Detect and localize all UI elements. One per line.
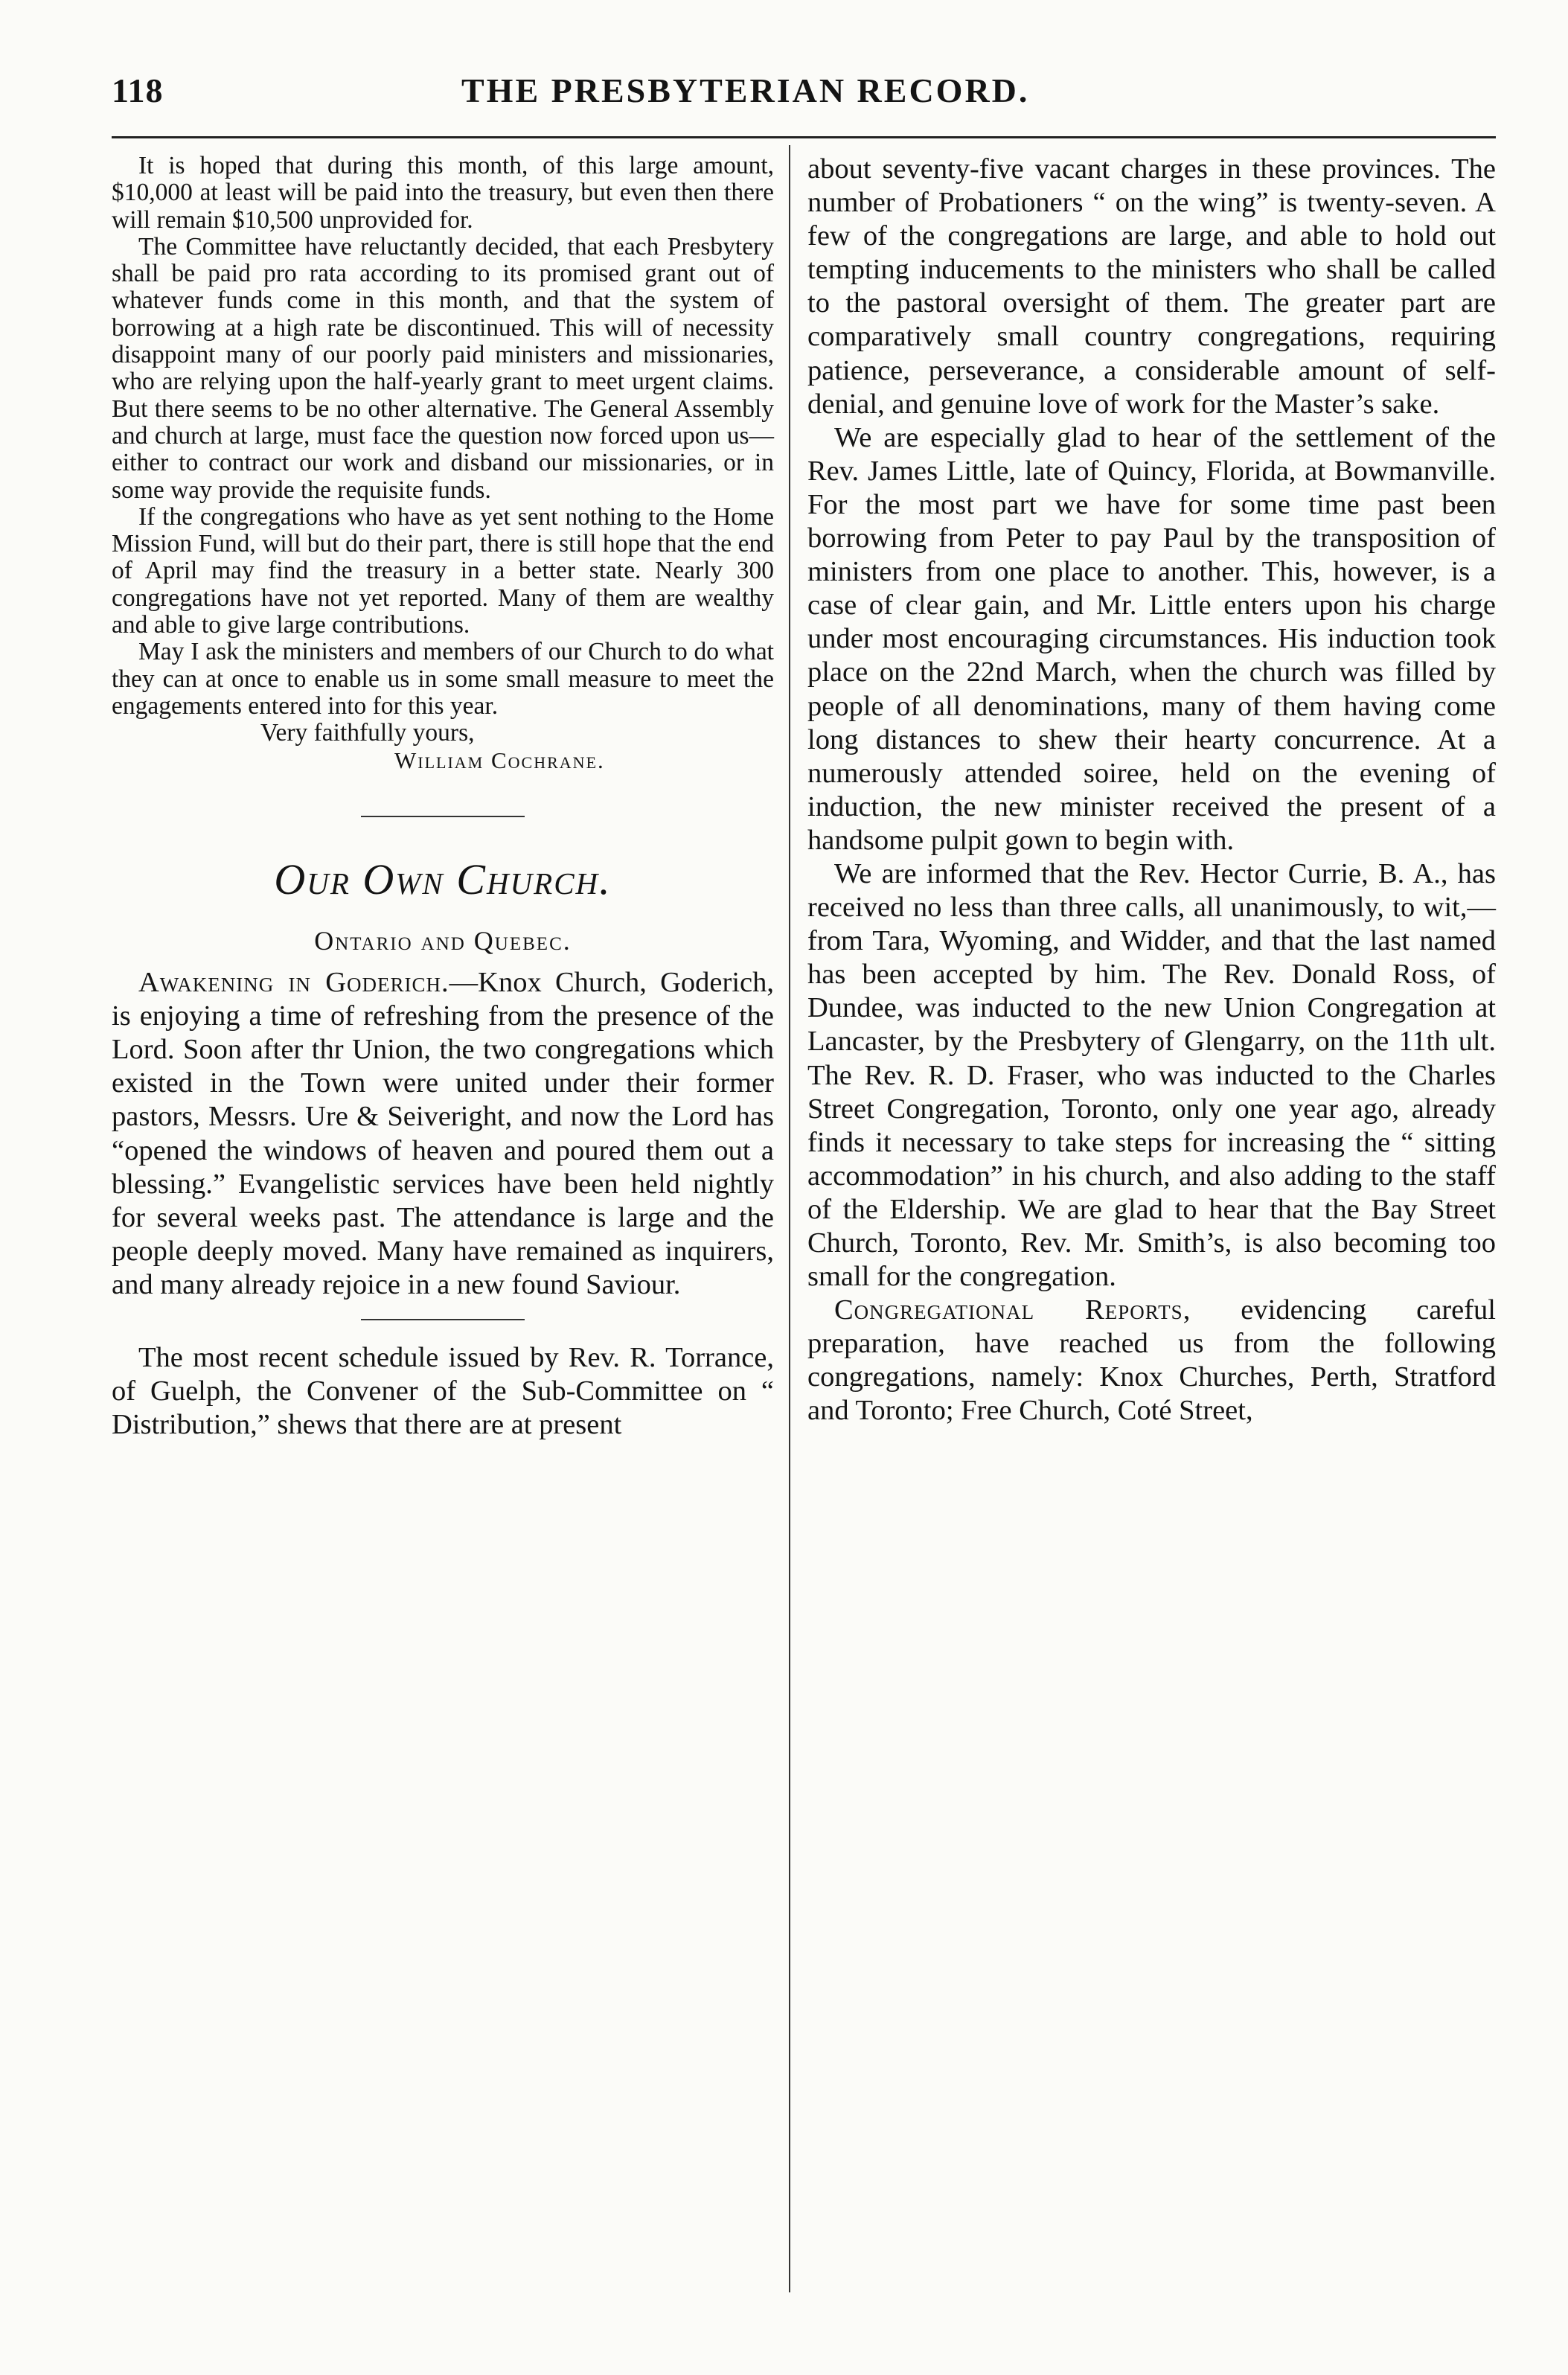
page-number: 118 [112,71,164,109]
subheading: Ontario and Quebec. [314,925,572,956]
paragraph-schedule: The most recent schedule issued by Rev. R. Torrance, of Guelph, the Convener of the Sub-Committee on “ Distribution,” shews that there are at present [112,1341,774,1440]
paragraph-congregations: If the congregations who have as yet sent nothing to the Home Mission Fund, will but do their part, there is still hope that the end of April may find the treasury in a better state. Nearly 300 congregations have not yet reported. Many of them are wealthy and able to give large contributions. [112,502,774,639]
paragraph-committee: The Committee have reluctantly decided, that each Presbytery shall be paid pro rata according to its promised grant out of whatever funds come in this month, and that the system of borrowing at a high rate be discontinued. This will of necessity disappoint many of our poorly paid ministers and missionaries, who are relying upon the half-yearly grant to meet urgent claims. But there seems to be no other alternative. The General Assembly and church at large, must face the question now forced upon us—either to contract our work and disband our missionaries, or in some way provide the requisite funds. [112,232,774,504]
paragraph-appeal: May I ask the ministers and members of our Church to do what they can at once to enable us in some small measure to meet the engagements entered into for this year. [112,638,774,720]
paragraph-rule [361,1319,525,1320]
right-column [807,153,1496,1428]
reports-runin: Congregational Reports, [834,1294,1191,1326]
header-rule [112,136,1496,138]
reports-text: evidencing careful preparation, have reached us from the following congregations, namely: Knox Churches, Perth, Stratford and Toronto; Free Church, Coté Street, [807,1294,1496,1427]
signature: William Cochrane. [394,747,605,773]
paragraph-hoped: It is hoped that during this month, of this large amount, $10,000 at least will be paid into the treasury, but even then there will remain $10,500 unprovided for. [112,152,774,234]
running-title: THE PRESBYTERIAN RECORD. [461,71,1030,109]
closing-line: Very faithfully yours, [260,719,475,747]
section-heading: Our Own Church. [274,854,612,904]
column-divider [789,145,790,2292]
left-column [112,153,774,1442]
paragraph-awakening [112,966,774,1302]
paragraph-vacancies: about seventy-five vacant charges in these provinces. The number of Probationers “ on the wing” is twenty-seven. A few of the congregations are large, and able to hold out tempting inducements to the ministers who shall be called to the pastoral oversight of them. The greater part are comparatively small country congregations, requiring patience, perseverance, a considerable amount of self-denial, and genuine love of work for the Master’s sake. [807,153,1496,420]
paragraph-currie: We are informed that the Rev. Hector Currie, B. A., has received no less than three calls, all unanimously, to wit,—from Tara, Wyoming, and Widder, and that the last named has been accepted by him. The Rev. Donald Ross, of Dundee, was inducted to the new Union Congregation at Lancaster, by the Presbytery of Glengarry, on the 11th ult. The Rev. R. D. Fraser, who was inducted to the Charles Street Congregation, Toronto, only one year ago, already finds it necessary to take steps for increasing the “ sitting accommodation” in his church, and also adding to the staff of the Eldership. We are glad to hear that the Bay Street Church, Toronto, Rev. Mr. Smith’s, is also becoming too small for the congregation. [807,857,1496,1293]
awakening-runin: Awakening in Goderich. [138,966,449,998]
paragraph-reports [807,1294,1496,1428]
awakening-text: —Knox Church, Goderich, is enjoying a time of refreshing from the presence of the Lord. Soon after thr Union, the two congregations which existed in the Town were united under their former pastors, Messrs. Ure & Seiveright, and now the Lord has “opened the windows of heaven and poured them out a blessing.” Evangelistic services have been held nightly for several weeks past. The attendance is large and the people deeply moved. Many have remained as inquirers, and many already rejoice in a new found Saviour. [112,966,775,1301]
section-rule [361,816,525,817]
paragraph-little: We are especially glad to hear of the settlement of the Rev. James Little, late of Quincy, Florida, at Bowmanville. For the most part we have for some time past been borrowing from Peter to pay Paul by the transposition of ministers from one place to another. This, however, is a case of clear gain, and Mr. Little enters upon his charge under most encouraging circumstances. His induction took place on the 22nd March, when the church was filled by people of all denominations, many of them having come long distances to shew their hearty concurrence. At a numerously attended soiree, held on the evening of induction, the new minister received the present of a handsome pulpit gown to begin with. [807,421,1496,856]
